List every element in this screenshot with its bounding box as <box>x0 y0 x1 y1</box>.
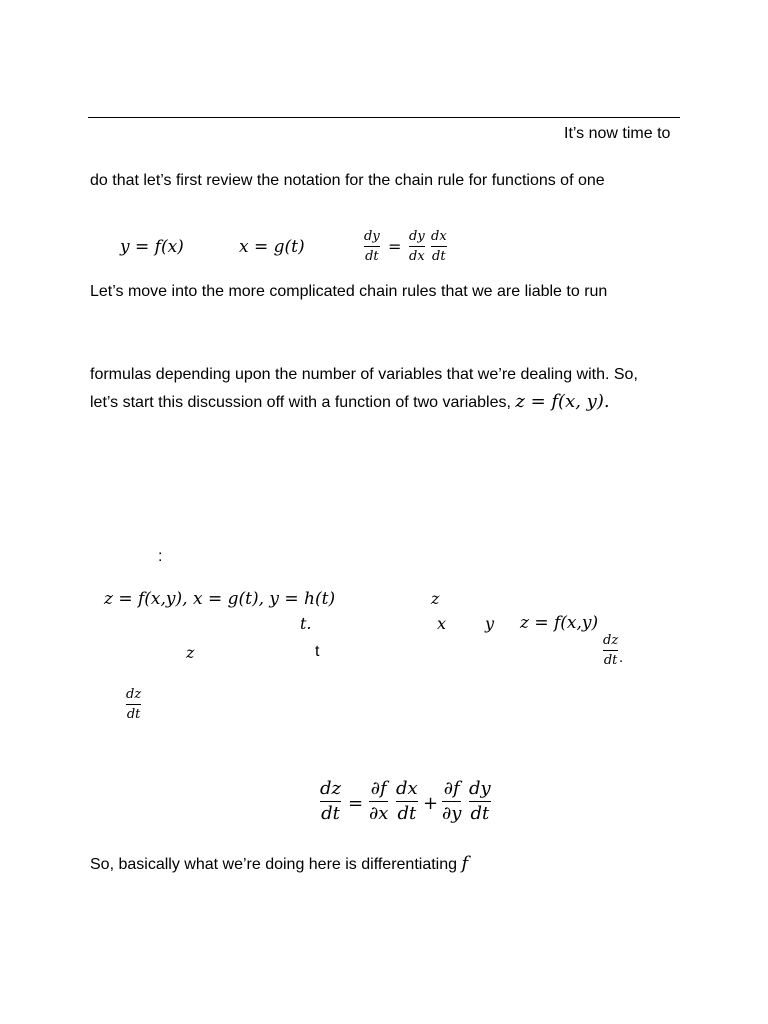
fraction-bar <box>126 704 141 705</box>
case-y-variable: y <box>485 614 495 633</box>
fraction-dz-dt-inline <box>603 634 618 667</box>
numerator: dx <box>396 778 418 799</box>
denominator: ∂y <box>442 803 462 824</box>
numerator: dx <box>431 229 447 244</box>
denominator: ∂x <box>369 803 389 824</box>
fraction-bar <box>364 246 380 247</box>
denominator: dt <box>397 803 417 824</box>
fraction-df-dy <box>442 780 461 823</box>
paragraph-two-variables <box>90 391 610 412</box>
fraction-bar <box>409 246 425 247</box>
fraction-dy-dt <box>469 780 491 823</box>
paragraph-complicated-rules: Let’s move into the more complicated chain rules that we are liable to run <box>90 283 608 300</box>
case-t-plain: t <box>315 643 320 660</box>
case-t-variable: t. <box>300 614 312 633</box>
plus-sign: + <box>423 793 439 814</box>
fraction-dy-dx <box>409 230 425 263</box>
fraction-bar <box>442 801 461 802</box>
denominator: dt <box>470 803 490 824</box>
numerator: dz <box>320 778 342 799</box>
case-z-variable: z <box>431 589 440 608</box>
paragraph-two-variables-text: let’s start this discussion off with a function of two variables, <box>90 394 516 411</box>
paragraph-intro-fragment: It’s now time to <box>564 125 671 142</box>
fraction-bar <box>320 801 341 802</box>
fraction-bar <box>469 801 491 802</box>
numerator: dz <box>603 633 619 648</box>
case-colon: : <box>158 548 163 565</box>
header-rule <box>88 117 680 118</box>
eq-y-of-x: y = f(x) <box>120 237 184 257</box>
denominator: dt <box>365 249 379 264</box>
numerator: ∂f <box>370 778 387 799</box>
denominator: dx <box>409 249 425 264</box>
eq-x-of-t: x = g(t) <box>239 237 305 257</box>
denominator: dt <box>126 707 141 722</box>
fraction-df-dx <box>369 780 388 823</box>
fraction-dy-dt <box>364 230 380 263</box>
case-z-f-x-y: z = f(x,y) <box>520 613 599 633</box>
fraction-period: . <box>619 651 624 666</box>
inline-math-f: f <box>461 853 469 874</box>
paragraph-notation-review: do that let’s first review the notation for the chain rule for functions of one <box>90 172 605 189</box>
equals-sign: = <box>348 793 364 814</box>
fraction-dx-dt <box>396 780 418 823</box>
fraction-bar <box>431 246 447 247</box>
numerator: ∂f <box>443 778 460 799</box>
denominator: dt <box>603 653 618 668</box>
equals-sign: = <box>388 237 402 256</box>
denominator: dt <box>321 803 340 824</box>
paragraph-differentiating-text: So, basically what we’re doing here is differentiating <box>90 856 462 873</box>
inline-math-z-f-x-y: z = f(x, y). <box>515 391 610 412</box>
paragraph-differentiating <box>90 853 468 874</box>
case-x-variable: x <box>437 614 447 633</box>
fraction-dz-dt-left <box>126 688 141 721</box>
numerator: dy <box>469 778 491 799</box>
case-definitions: z = f(x,y), x = g(t), y = h(t) <box>104 589 336 609</box>
fraction-bar <box>603 650 618 651</box>
numerator: dy <box>364 229 380 244</box>
fraction-bar <box>396 801 418 802</box>
case-z-variable-2: z <box>186 643 195 662</box>
paragraph-formulas: formulas depending upon the number of variables that we’re dealing with. So, <box>90 366 638 383</box>
fraction-bar <box>369 801 388 802</box>
fraction-dx-dt <box>431 230 447 263</box>
fraction-dz-dt <box>320 780 341 823</box>
numerator: dz <box>126 687 142 702</box>
denominator: dt <box>432 249 446 264</box>
numerator: dy <box>409 229 425 244</box>
